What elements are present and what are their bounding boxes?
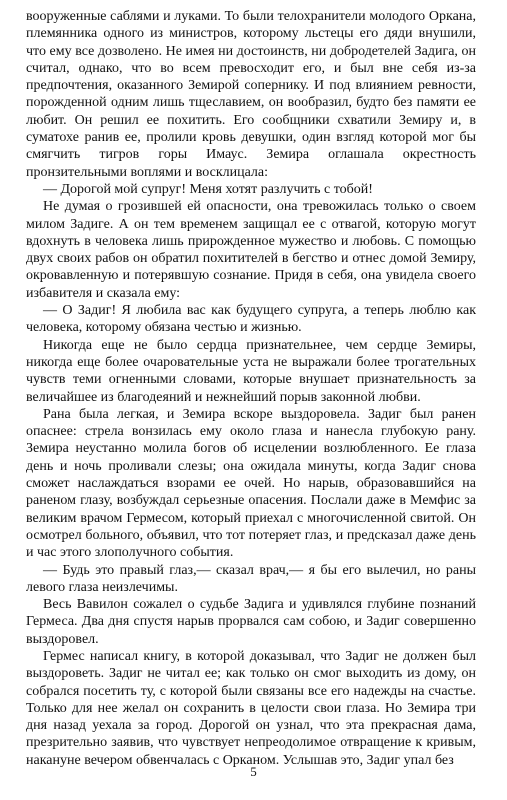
paragraph-9: Гермес написал книгу, в которой доказывал, что Задиг не должен был выздороветь. Задиг не читал ее; как только он смог выходить из дому, он собрался посетить ту, с которой были связаны все его надежды на счастье. Только для нее желал он сохранить в целости свои глаза. Но Земира три дня назад уехала за город. Дорогой он узнал, что эта прекрасная дама, презрительно заявив, что чувствует непреодолимое отвращение к кривым, накануне вечером обвенчалась с Орканом. Услышав это, Задиг упал без (26, 648, 476, 768)
page-number: 5 (250, 764, 257, 779)
paragraph-4: — О Задиг! Я любила вас как будущего супруга, а теперь люблю как человека, которому обязана честью и жизнью. (26, 303, 476, 336)
paragraph-3: Не думая о грозившей ей опасности, она тревожилась только о своем милом Задиге. А он тем временем защищал ее с отвагой, которую могут вдохнуть в человека лишь прирожденное мужество и любовь. С помощью двух своих рабов он обратил похитителей в бегство и отнес домой Земиру, окровавленную и потерявшую сознание. Придя в себя, она увидела своего избавителя и сказала ему: (26, 199, 476, 301)
paragraph-8: Весь Вавилон сожалел о судьбе Задига и удивлялся глубине познаний Гермеса. Два дня спустя нарыв прорвался сам собою, и Задиг совершенно выздоровел. (26, 597, 476, 647)
body-text (26, 8, 476, 769)
paragraph-5: Никогда еще не было сердца признательнее, чем сердце Земиры, никогда еще более очаровательные уста не выражали более трогательных чувств теми огненными словами, которые внушает признательность за величайшее из благодеяний и нежнейший порыв законной любви. (26, 337, 476, 405)
paragraph-7: — Будь это правый глаз,— сказал врач,— я бы его вылечил, но раны левого глаза неизлечимы. (26, 562, 476, 595)
paragraph-6: Рана была легкая, и Земира вскоре выздоровела. Задиг был ранен опаснее: стрела вонзилась ему около глаза и нанесла глубокую рану. Земира неустанно молила богов об исцелении возлюбленного. Ее глаза день и ночь проливали слезы; она ожидала минуты, когда Задиг снова сможет наслаждаться взорами ее очей. Но нарыв, образовавшийся на раненом глазу, возбуждал серьезные опасения. Послали даже в Мемфис за великим врачом Гермесом, который приехал с многочисленной свитой. Он осмотрел больного, объявил, что тот потеряет глаз, и предсказал даже день и час этого злополучного события. (26, 406, 476, 561)
paragraph-1: вооруженные саблями и луками. То были телохранители молодого Оркана, племянника одного из министров, которому льстецы его дяди внушили, что ему все дозволено. Не имея ни достоинств, ни добродетелей Задига, он считал, однако, что во всем превосходит его, и был вне себя из-за предпочтения, оказанного Земирой сопернику. И под влиянием ревности, порожденной одним лишь тщеславием, он вообразил, будто без памяти ее любит. Он решил ее похитить. Его сообщники схватили Земиру и, в суматохе ранив ее, пролили кровь девушки, один взгляд которой мог бы смягчить тигров горы Имаус. Земира оглашала окрестность пронзительными воплями и восклицала: (26, 9, 476, 180)
paragraph-2: — Дорогой мой супруг! Меня хотят разлучить с тобой! (43, 181, 373, 197)
